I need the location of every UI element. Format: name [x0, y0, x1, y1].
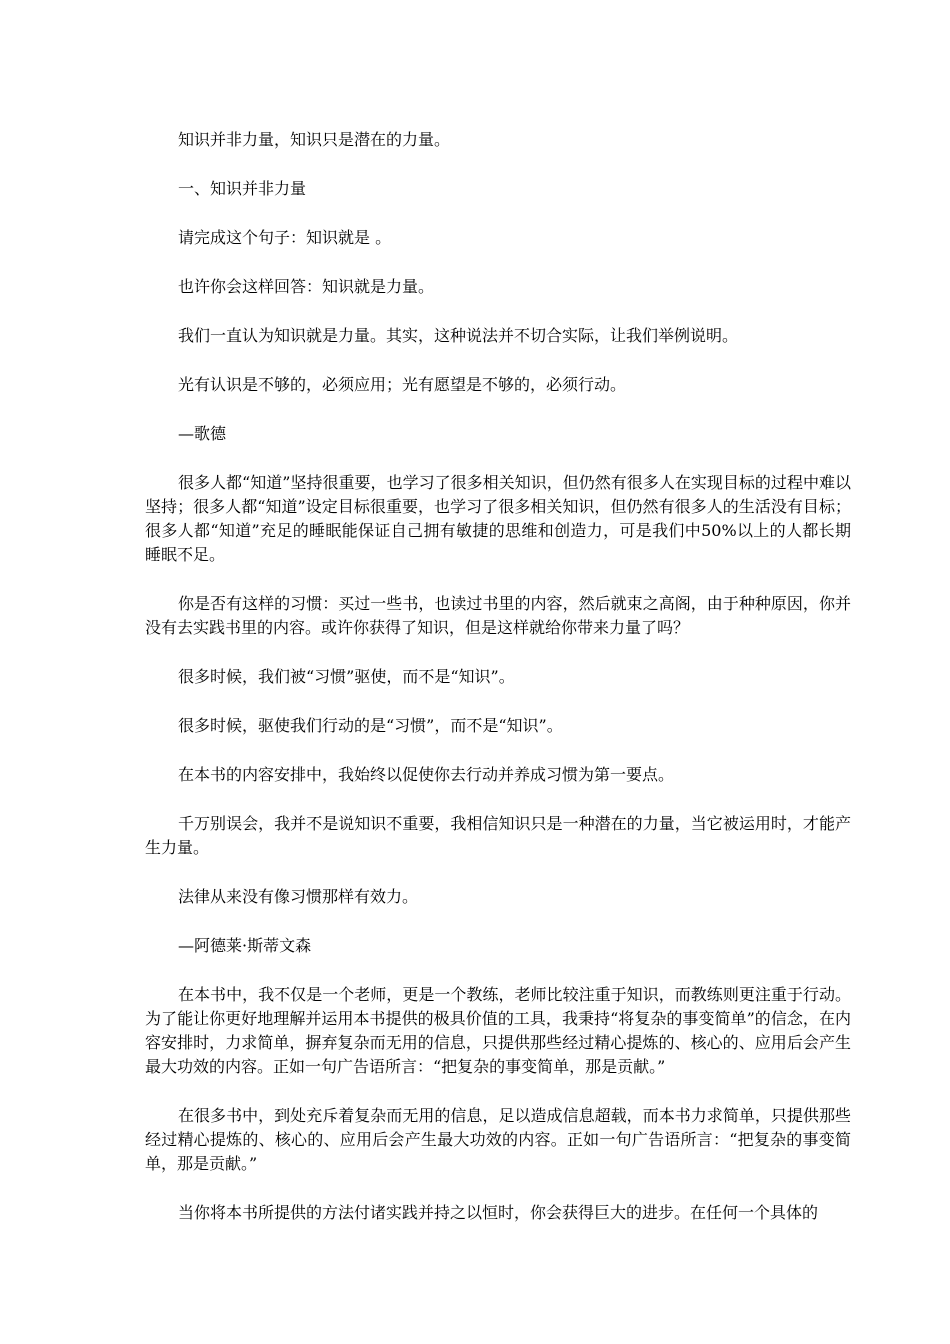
paragraph: 很多时候，我们被“习惯”驱使，而不是“知识”。 — [178, 667, 515, 686]
quote: 光有认识是不够的，必须应用；光有愿望是不够的，必须行动。 — [178, 375, 627, 394]
quote-attribution: —歌德 — [178, 424, 227, 443]
paragraph: 请完成这个句子：知识就是 。 — [178, 228, 392, 247]
paragraph: 在本书的内容安排中，我始终以促使你去行动并养成习惯为第一要点。 — [178, 765, 675, 784]
paragraph: 千万别误会，我并不是说知识不重要，我相信知识只是一种潜在的力量，当它被运用时，才能产生力量。 — [145, 814, 851, 857]
document-page — [145, 128, 851, 1250]
paragraph: 当你将本书所提供的方法付诸实践并持之以恒时，你会获得巨大的进步。在任何一个具体的 — [178, 1203, 819, 1222]
paragraph: 你是否有这样的习惯：买过一些书，也读过书里的内容，然后就束之高阁，由于种种原因，你并没有去实践书里的内容。或许你获得了知识，但是这样就给你带来力量了吗？ — [145, 594, 851, 637]
quote: 法律从来没有像习惯那样有效力。 — [178, 887, 419, 906]
paragraph: 我们一直认为知识就是力量。其实，这种说法并不切合实际，让我们举例说明。 — [178, 326, 739, 345]
section-heading: 一、知识并非力量 — [178, 179, 307, 198]
quote-attribution: —阿德莱·斯蒂文森 — [178, 936, 312, 955]
paragraph: 很多人都“知道”坚持很重要，也学习了很多相关知识，但仍然有很多人在实现目标的过程中难以坚持；很多人都“知道”设定目标很重要，也学习了很多相关知识，但仍然有很多人的生活没有目标；很多人都“知道”充足的睡眠能保证自己拥有敏捷的思维和创造力，可是我们中50%以上的人都长期睡眠不足。 — [145, 473, 851, 564]
paragraph-intro: 知识并非力量，知识只是潜在的力量。 — [178, 130, 451, 149]
paragraph: 很多时候，驱使我们行动的是“习惯”，而不是“知识”。 — [178, 716, 563, 735]
paragraph: 在本书中，我不仅是一个老师，更是一个教练，老师比较注重于知识，而教练则更注重于行动。为了能让你更好地理解并运用本书提供的极具价值的工具，我秉持“将复杂的事变简单”的信念，在内容安排时，力求简单，摒弃复杂而无用的信息，只提供那些经过精心提炼的、核心的、应用后会产生最大功效的内容。正如一句广告语所言：“把复杂的事变简单，那是贡献。” — [145, 985, 851, 1076]
paragraph: 也许你会这样回答：知识就是力量。 — [178, 277, 435, 296]
paragraph: 在很多书中，到处充斥着复杂而无用的信息，足以造成信息超载，而本书力求简单，只提供那些经过精心提炼的、核心的、应用后会产生最大功效的内容。正如一句广告语所言：“把复杂的事变简单，那是贡献。” — [145, 1106, 851, 1173]
